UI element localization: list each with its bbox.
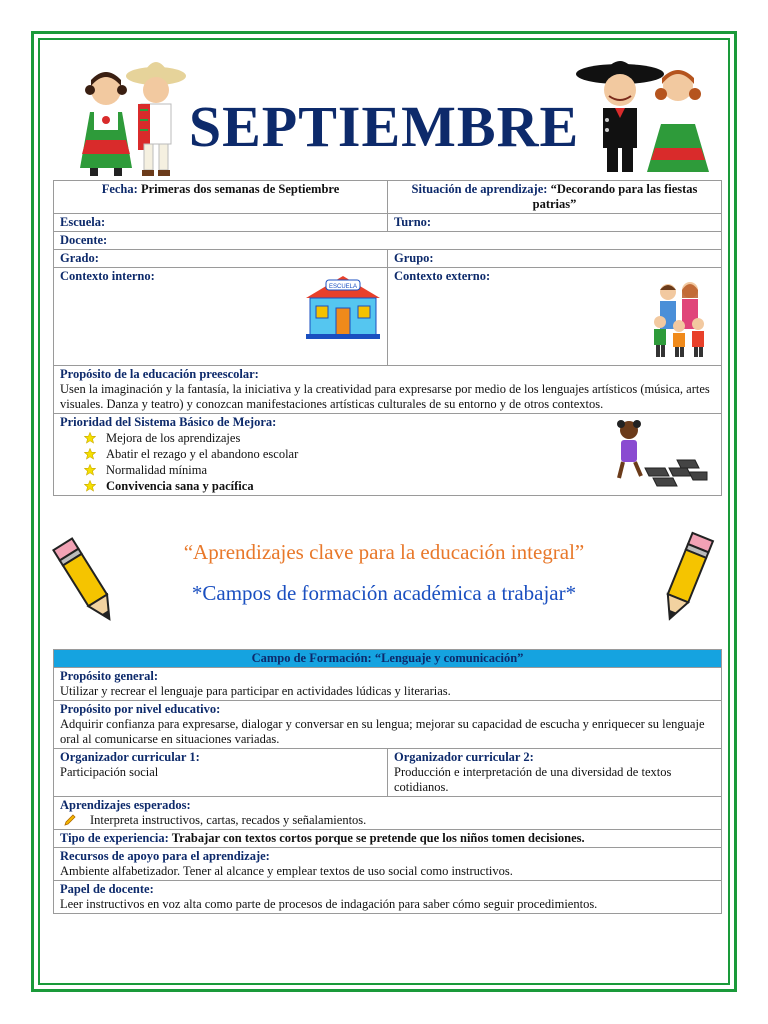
proposito-nivel-text: Adquirir confianza para expresarse, dialogar y conversar en su lengua; mejorar su capacidad de escucha y enriquecer su lenguaje oral al comunicarse en situaciones variadas. <box>60 717 705 746</box>
organizador-2-cell <box>388 749 722 797</box>
papel-docente-label: Papel de docente: <box>60 882 154 896</box>
mexican-kids-left-illustration <box>76 50 186 178</box>
slogan-campos-formacion: *Campos de formación académica a trabajar* <box>191 581 577 605</box>
turno-label: Turno: <box>394 215 432 229</box>
proposito-preescolar-text: Usen la imaginación y la fantasía, la iniciativa y la creatividad para expresarse por medio de los lenguajes artísticos (música, artes visuales. Danza y teatro) y conozcan manifestaciones artísticas culturales de su entorno y de otros contextos. <box>60 382 710 411</box>
docente-cell <box>54 232 722 250</box>
papel-docente-cell <box>54 881 722 914</box>
papel-docente-text: Leer instructivos en voz alta como parte de procesos de indagación para saber cómo seguir procedimientos. <box>60 897 598 911</box>
mexican-kids-right-illustration <box>575 50 715 178</box>
grupo-label: Grupo: <box>394 251 434 265</box>
organizador-1-text: Participación social <box>60 765 159 779</box>
tipo-experiencia-label: Tipo de experiencia: <box>60 831 169 845</box>
grupo-cell <box>388 250 722 268</box>
planning-table <box>53 180 722 496</box>
campo-header-value: “Lenguaje y comunicación” <box>371 651 524 665</box>
fecha-cell <box>54 181 388 214</box>
recursos-text: Ambiente alfabetizador. Tener al alcance y emplear textos de uso social como instructivos. <box>60 864 513 878</box>
grado-cell <box>54 250 388 268</box>
organizador-1-cell <box>54 749 388 797</box>
organizador-2-label: Organizador curricular 2: <box>394 750 534 764</box>
escuela-label: Escuela: <box>60 215 106 229</box>
recursos-cell <box>54 848 722 881</box>
proposito-general-label: Propósito general: <box>60 669 159 683</box>
pencil-bullet-icon <box>64 814 76 826</box>
star-bullet-icon <box>84 480 96 492</box>
prioridad-item: Abatir el rezago y el abandono escolar <box>84 446 715 462</box>
aprendizajes-item: Interpreta instructivos, cartas, recados y señalamientos. <box>60 813 715 828</box>
escuela-cell <box>54 214 388 232</box>
proposito-nivel-label: Propósito por nivel educativo: <box>60 702 221 716</box>
organizador-1-label: Organizador curricular 1: <box>60 750 200 764</box>
situacion-label: Situación de aprendizaje: <box>411 182 548 196</box>
docente-label: Docente: <box>60 233 108 247</box>
proposito-general-text: Utilizar y recrear el lenguaje para participar en actividades lúdicas y literarias. <box>60 684 451 698</box>
contexto-externo-label: Contexto externo: <box>394 269 491 283</box>
contexto-externo-cell <box>388 268 722 366</box>
situacion-cell <box>388 181 722 214</box>
school-sign: ESCUELA <box>328 284 358 290</box>
campo-formacion-table <box>53 649 722 914</box>
fecha-label: Fecha: <box>101 182 138 196</box>
prioridad-cell <box>54 414 722 496</box>
slogan-aprendizajes-clave: “Aprendizajes clave para la educación integral” <box>183 540 585 564</box>
contexto-interno-label: Contexto interno: <box>60 269 155 283</box>
turno-cell <box>388 214 722 232</box>
prioridad-item: Normalidad mínima <box>84 462 715 478</box>
proposito-nivel-cell <box>54 701 722 749</box>
page-title: SEPTIEMBRE <box>188 94 580 159</box>
aprendizajes-label: Aprendizajes esperados: <box>60 798 191 812</box>
school-building-icon <box>304 274 382 340</box>
aprendizajes-cell <box>54 797 722 830</box>
proposito-general-cell <box>54 668 722 701</box>
prioridad-item: Mejora de los aprendizajes <box>84 430 715 446</box>
organizador-2-text: Producción e interpretación de una diversidad de textos cotidianos. <box>394 765 672 794</box>
grado-label: Grado: <box>60 251 99 265</box>
tipo-experiencia-cell <box>54 830 722 848</box>
prioridad-label: Prioridad del Sistema Básico de Mejora: <box>60 415 277 429</box>
contexto-interno-cell <box>54 268 388 366</box>
prioridad-item: Convivencia sana y pacífica <box>84 478 715 494</box>
hopscotch-girl-illustration <box>609 416 709 492</box>
proposito-preescolar-label: Propósito de la educación preescolar: <box>60 367 259 381</box>
situacion-value: “Decorando para las fiestas patrias” <box>532 182 698 211</box>
star-bullet-icon <box>84 464 96 476</box>
pencil-right-icon <box>652 526 722 626</box>
pencil-left-icon <box>50 530 120 630</box>
campo-header-label: Campo de Formación: <box>251 651 372 665</box>
campo-header <box>54 650 722 668</box>
star-bullet-icon <box>84 448 96 460</box>
proposito-preescolar-cell <box>54 366 722 414</box>
recursos-label: Recursos de apoyo para el aprendizaje: <box>60 849 270 863</box>
tipo-experiencia-text: Trabajar con textos cortos porque se pretende que los niños tomen decisiones. <box>168 831 585 845</box>
star-bullet-icon <box>84 432 96 444</box>
family-icon <box>650 278 710 360</box>
fecha-value: Primeras dos semanas de Septiembre <box>137 182 340 196</box>
